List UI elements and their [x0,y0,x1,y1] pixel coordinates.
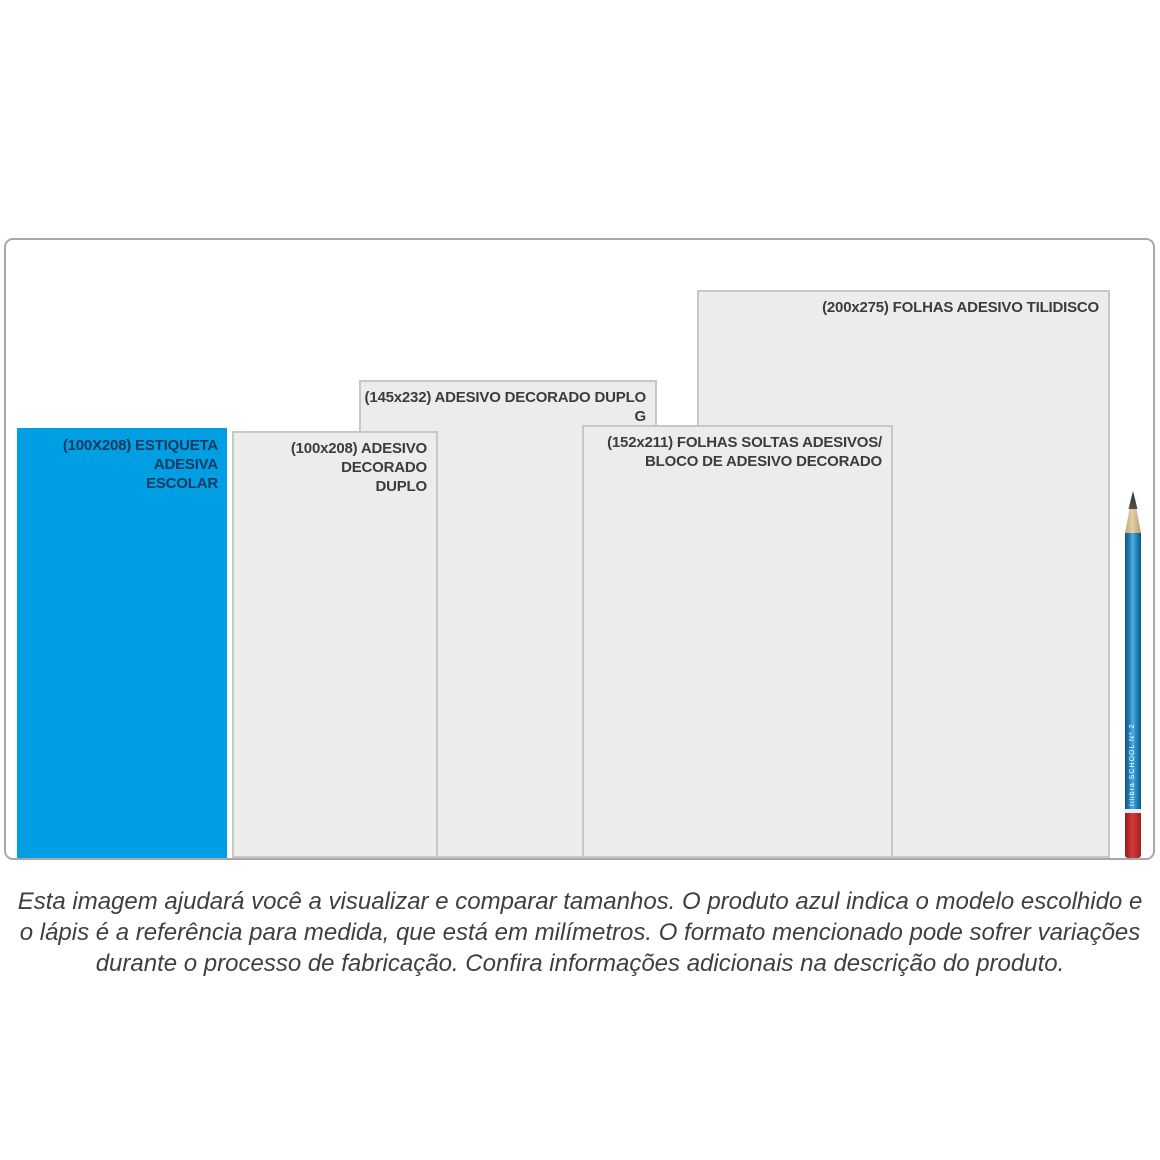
size-box-adesivo-decorado-duplo [232,431,438,858]
size-box-selected-etiqueta-adesiva-escolar [17,428,227,858]
caption [0,886,1160,979]
size-box-label: ESCOLAR [146,475,218,492]
size-box-label: (152x211) FOLHAS SOLTAS ADESIVOS/ [607,434,882,451]
size-box-label: (200x275) FOLHAS ADESIVO TILIDISCO [822,299,1099,316]
size-box-label: (100X208) ESTIQUETA ADESIVA [62,437,218,473]
caption-line-1: Esta imagem ajudará você a visualizar e comparar tamanhos. O produto azul indica o modelo escolhido e [17,888,1143,915]
pencil-lead-tip-icon [1129,491,1138,509]
size-box-label: BLOCO DE ADESIVO DECORADO [645,453,882,470]
pencil-brand-text: tilibra SCHOOL Nº 2 [1129,723,1136,806]
size-box-label: (100x208) ADESIVO DECORADO [290,440,427,476]
size-box-label: DUPLO [375,478,427,495]
pencil-red-end [1125,813,1141,858]
size-box-folhas-soltas-adesivos [582,425,893,858]
caption-line-2: o lápis é a referência para medida, que está em milímetros. O formato mencionado pode sofrer variações [19,919,1141,946]
size-box-label: (145x232) ADESIVO DECORADO DUPLO G [364,389,646,425]
pencil-reference [1125,491,1141,858]
caption-line-3: durante o processo de fabricação. Confira informações adicionais na descrição do produto. [95,950,1065,977]
